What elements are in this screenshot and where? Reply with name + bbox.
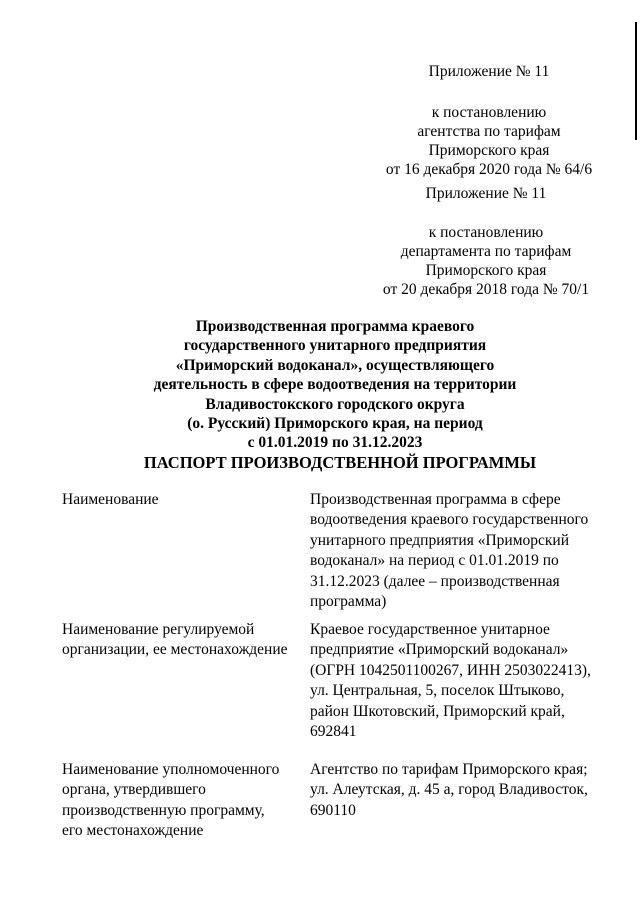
value-line: водоканал» на период с 01.01.2019 по	[310, 552, 559, 570]
passport-organization-label	[62, 620, 302, 661]
label-line: Наименование регулируемой	[62, 621, 255, 638]
passport-name-label	[62, 490, 302, 510]
appendix-current-title: Приложение № 11	[428, 63, 550, 80]
program-title-line: с 01.01.2019 по 31.12.2023	[247, 434, 423, 452]
program-title	[120, 317, 550, 453]
value-line: Агентство по тарифам Приморского края;	[310, 761, 588, 778]
appendix-current-line: от 16 декабря 2020 года № 64/6	[385, 161, 593, 178]
value-line: район Шкотовский, Приморский край,	[310, 702, 565, 720]
program-title-line: Владивостокского городского округа	[205, 395, 465, 413]
value-line: предприятие «Приморский водоканал»	[310, 641, 569, 659]
appendix-previous	[366, 184, 606, 299]
value-line: ул. Центральная, 5, поселок Штыково,	[310, 682, 565, 700]
program-title-line: государственного унитарного предприятия	[183, 337, 487, 355]
program-title-line: (о. Русский) Приморского края, на период	[187, 415, 483, 433]
value-line: 690110	[310, 801, 356, 819]
value-line: водоотведения краевого государственного	[310, 511, 589, 529]
value-line: Производственная программа в сфере	[310, 491, 561, 508]
program-title-line: Производственная программа краевого	[195, 318, 475, 335]
label-line: органа, утвердившего	[62, 781, 206, 799]
passport-authority-label	[62, 760, 302, 842]
value-line: (ОГРН 1042501100267, ИНН 2503022413),	[310, 661, 591, 679]
page-edge-mark	[635, 22, 637, 140]
label-line: организации, ее местонахождение	[62, 641, 288, 659]
label-line: Наименование	[62, 491, 159, 508]
appendix-current-line: агентства по тарифам	[417, 123, 561, 140]
value-line: унитарного предприятия «Приморский	[310, 531, 570, 549]
passport-heading: ПАСПОРТ ПРОИЗВОДСТВЕННОЙ ПРОГРАММЫ	[143, 453, 537, 472]
label-line: его местонахождение	[62, 822, 204, 840]
label-line: Наименование уполномоченного	[62, 761, 280, 778]
appendix-previous-line: департамента по тарифам	[400, 243, 572, 260]
passport-authority-value	[310, 760, 610, 821]
label-line: производственную программу,	[62, 801, 265, 819]
appendix-current	[370, 62, 608, 179]
appendix-previous-line: Приморского края	[425, 262, 547, 279]
passport-name-value	[310, 490, 610, 612]
value-line: программа)	[310, 593, 387, 611]
passport-organization-value	[310, 620, 610, 742]
value-line: 692841	[310, 723, 357, 741]
value-line: 31.12.2023 (далее – производственная	[310, 572, 560, 590]
value-line: ул. Алеутская, д. 45 а, город Владивосток,	[310, 781, 588, 799]
program-title-line: «Приморский водоканал», осуществляющего	[175, 356, 495, 374]
appendix-previous-line: от 20 декабря 2018 года № 70/1	[382, 281, 590, 298]
appendix-current-line: Приморского края	[428, 142, 550, 159]
value-line: Краевое государственное унитарное	[310, 621, 550, 638]
appendix-previous-title: Приложение № 11	[425, 185, 547, 202]
appendix-current-line: к постановлению	[431, 104, 547, 121]
appendix-previous-line: к постановлению	[428, 224, 544, 241]
program-title-line: деятельность в сфере водоотведения на территории	[153, 376, 517, 394]
